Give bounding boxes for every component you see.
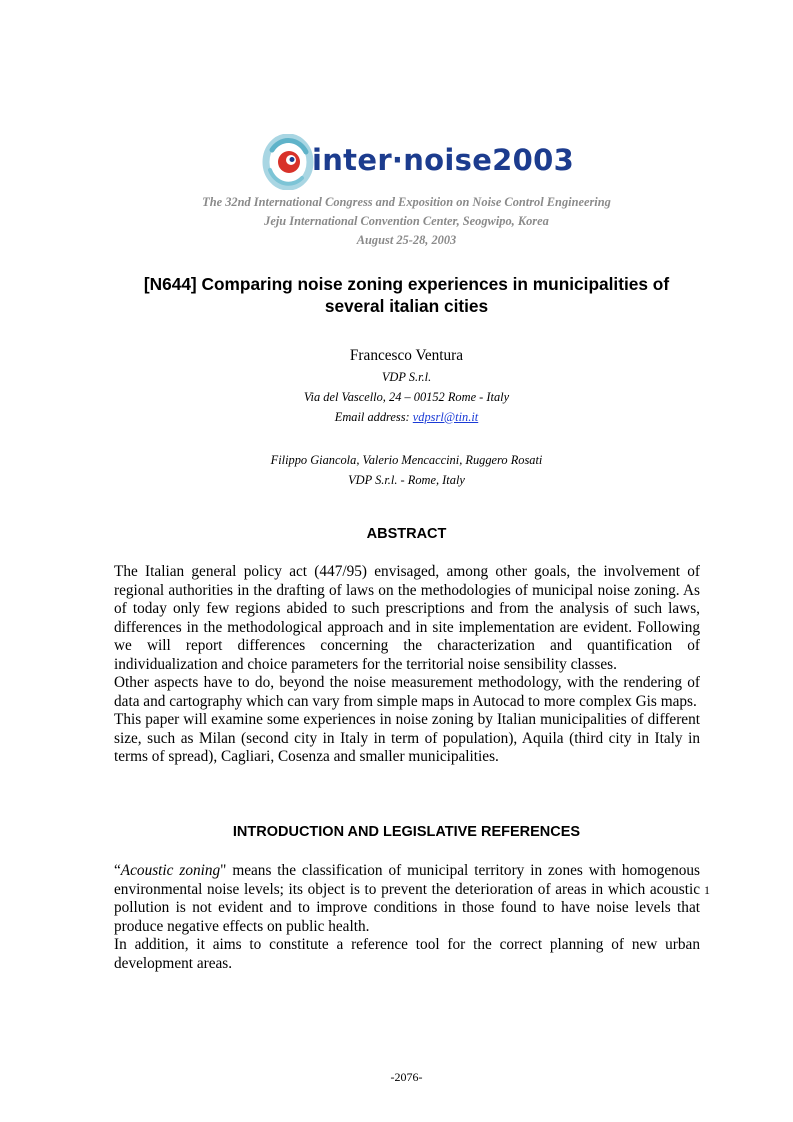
conference-logo <box>262 134 575 190</box>
author-name: Francesco Ventura <box>349 347 464 364</box>
author-company: VDP S.r.l. <box>381 370 432 384</box>
abstract-paragraph: This paper will examine some experiences in noise zoning by Italian municipalities of different size, such as Milan (second city in Italy in term of population), Aquila (third city in Italy in terms of spread), Cagliari, Cosenza and smaller municipalities. <box>114 711 700 765</box>
acoustic-zoning-term: Acoustic zoning <box>120 862 221 879</box>
coauthor-names: Filippo Giancola, Valerio Mencaccini, Ruggero Rosati <box>270 453 543 467</box>
abstract-body <box>114 563 700 767</box>
author-affiliation <box>0 368 793 427</box>
introduction-heading: INTRODUCTION AND LEGISLATIVE REFERENCES <box>232 824 581 840</box>
definition-text: " means the classification of municipal territory in zones with homogenous environmental noise levels; its object is to prevent the deterioration of areas in which acoustic pollution is not evident and to improve conditions in those found to have noise levels that produce negative effects on public health. <box>114 862 701 935</box>
margin-mark: 1 <box>704 883 710 897</box>
abstract-paragraph: Other aspects have to do, beyond the noise measurement methodology, with the rendering of data and cartography which can vary from simple maps in Autocad to more complex Gis maps. <box>114 674 700 710</box>
paper-title <box>0 273 793 317</box>
title-line-2: several italian cities <box>324 296 489 316</box>
introduction-paragraph: In addition, it aims to constitute a reference tool for the correct planning of new urban development areas. <box>114 936 700 972</box>
introduction-paragraph <box>114 862 700 936</box>
coauthor-affiliation: VDP S.r.l. - Rome, Italy <box>348 473 465 487</box>
abstract-paragraph: The Italian general policy act (447/95) envisaged, among other goals, the involvement of regional authorities in the drafting of laws on the methodologies of municipal noise zoning. As of today only few regions abided to such prescriptions and from the analysis of such laws, differences in the methodological approach and in site implementation are evident. Following we will report differences concerning the characterization and quantification of individualization and choice parameters for the territorial noise sensibility classes. <box>114 563 700 673</box>
inter-noise-swirl-icon <box>262 134 318 190</box>
conference-dates: August 25-28, 2003 <box>356 233 457 247</box>
conference-venue: Jeju International Convention Center, Seogwipo, Korea <box>264 214 549 228</box>
email-link[interactable]: vdpsrl@tin.it <box>412 409 479 424</box>
coauthors-block <box>0 450 793 490</box>
conference-info <box>0 193 793 250</box>
author-email-line <box>0 408 793 428</box>
title-line-1: [N644] Comparing noise zoning experiences in municipalities of <box>143 274 670 294</box>
open-quote: “ <box>114 862 121 879</box>
page-number: -2076- <box>390 1070 423 1084</box>
author-address: Via del Vascello, 24 – 00152 Rome - Italy <box>303 389 510 404</box>
abstract-heading: ABSTRACT <box>366 526 447 542</box>
introduction-body <box>114 862 700 973</box>
conference-name: The 32nd International Congress and Exposition on Noise Control Engineering <box>202 195 611 209</box>
logo-wordmark: inter·noise2003 <box>312 143 575 177</box>
email-label: Email address: <box>334 409 413 424</box>
